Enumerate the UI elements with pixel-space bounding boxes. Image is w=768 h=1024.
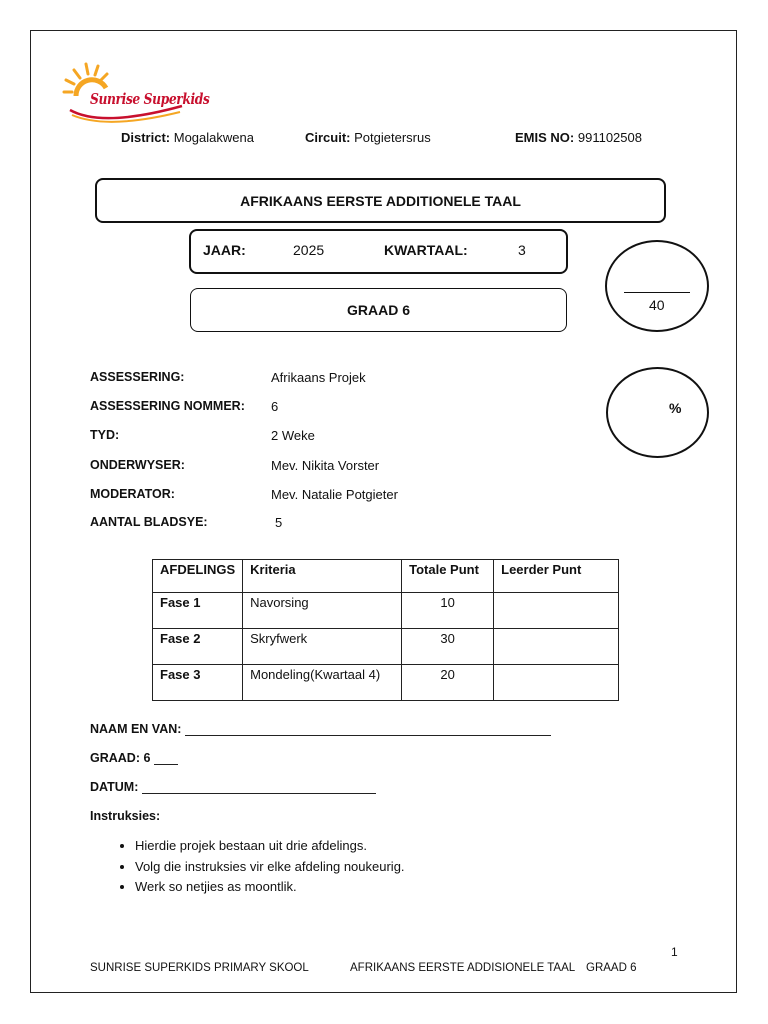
footer-grade: GRAAD 6 bbox=[586, 962, 637, 974]
percent-circle bbox=[606, 367, 709, 458]
table-row bbox=[153, 629, 619, 665]
date-input-line[interactable] bbox=[142, 793, 376, 794]
date-field bbox=[90, 780, 376, 794]
header-sections: AFDELINGS bbox=[153, 560, 243, 593]
subject-title: AFRIKAANS EERSTE ADDITIONELE TAAL bbox=[240, 192, 521, 209]
instructions-title: Instruksies: bbox=[90, 809, 161, 823]
assessment-number-label: ASSESSERING NOMMER: bbox=[90, 399, 245, 413]
row-criteria: Mondeling(Kwartaal 4) bbox=[243, 665, 402, 701]
name-field bbox=[90, 722, 551, 736]
grade-title-box bbox=[190, 288, 567, 332]
assessment-value: Afrikaans Projek bbox=[271, 370, 366, 385]
row-learner-score[interactable] bbox=[494, 593, 619, 629]
kwartaal-value: 3 bbox=[518, 242, 526, 258]
circuit-label: Circuit: bbox=[305, 130, 351, 145]
emis-label: EMIS NO: bbox=[515, 130, 575, 145]
emis-value: 991102508 bbox=[577, 130, 642, 145]
school-logo bbox=[62, 62, 210, 128]
district-label: District: bbox=[121, 130, 171, 145]
assessment-number-value: 6 bbox=[271, 399, 279, 414]
moderator-label: MODERATOR: bbox=[90, 487, 175, 501]
subject-title-box bbox=[95, 178, 666, 223]
logo-text: Sunrise Superkids bbox=[90, 90, 210, 108]
grade-input-line[interactable] bbox=[154, 764, 178, 765]
list-item: • Hierdie projek bestaan uit drie afdelings. bbox=[135, 836, 405, 857]
jaar-label: JAAR: bbox=[203, 242, 246, 258]
emis-info bbox=[515, 130, 642, 145]
instructions-list bbox=[110, 836, 405, 898]
circuit-value: Potgietersrus bbox=[354, 130, 431, 145]
circuit-info bbox=[305, 130, 431, 145]
teacher-value: Mev. Nikita Vorster bbox=[271, 458, 380, 473]
table-header-row bbox=[153, 560, 619, 593]
name-label: NAAM EN VAN: bbox=[90, 722, 182, 736]
time-label: TYD: bbox=[90, 428, 120, 442]
moderator-value: Mev. Natalie Potgieter bbox=[271, 487, 398, 502]
grade-field bbox=[90, 751, 178, 765]
page-count-value: 5 bbox=[275, 515, 283, 530]
score-circle bbox=[605, 240, 709, 332]
row-total: 10 bbox=[402, 593, 494, 629]
grade-title: GRAAD 6 bbox=[346, 302, 410, 318]
footer-school: SUNRISE SUPERKIDS PRIMARY SKOOL bbox=[90, 962, 309, 974]
name-input-line[interactable] bbox=[185, 735, 551, 736]
grade-label: GRAAD: 6 bbox=[90, 751, 151, 765]
row-section: Fase 2 bbox=[153, 629, 243, 665]
row-learner-score[interactable] bbox=[494, 629, 619, 665]
time-value: 2 Weke bbox=[271, 428, 315, 443]
date-label: DATUM: bbox=[90, 780, 139, 794]
header-criteria: Kriteria bbox=[243, 560, 402, 593]
criteria-table bbox=[152, 559, 619, 701]
table-row bbox=[153, 665, 619, 701]
assessment-label: ASSESSERING: bbox=[90, 370, 185, 384]
list-item: • Volg die instruksies vir elke afdeling noukeurig. bbox=[135, 857, 405, 878]
district-info bbox=[121, 130, 254, 145]
score-fraction-line bbox=[624, 292, 690, 293]
footer-subject: AFRIKAANS EERSTE ADDISIONELE TAAL bbox=[350, 962, 576, 974]
list-item: • Werk so netjies as moontlik. bbox=[135, 877, 405, 898]
teacher-label: ONDERWYSER: bbox=[90, 458, 185, 472]
row-total: 20 bbox=[402, 665, 494, 701]
table-row bbox=[153, 593, 619, 629]
year-quarter-box bbox=[189, 229, 568, 274]
row-criteria: Skryfwerk bbox=[243, 629, 402, 665]
score-total: 40 bbox=[649, 297, 665, 313]
row-section: Fase 1 bbox=[153, 593, 243, 629]
jaar-value: 2025 bbox=[293, 242, 325, 258]
page-count-label: AANTAL BLADSYE: bbox=[90, 515, 208, 529]
row-section: Fase 3 bbox=[153, 665, 243, 701]
header-total: Totale Punt bbox=[402, 560, 494, 593]
kwartaal-label: KWARTAAL: bbox=[384, 242, 468, 258]
percent-symbol: % bbox=[669, 400, 682, 416]
row-criteria: Navorsing bbox=[243, 593, 402, 629]
row-total: 30 bbox=[402, 629, 494, 665]
page-number: 1 bbox=[671, 945, 678, 959]
header-learner: Leerder Punt bbox=[494, 560, 619, 593]
row-learner-score[interactable] bbox=[494, 665, 619, 701]
district-value: Mogalakwena bbox=[173, 130, 254, 145]
